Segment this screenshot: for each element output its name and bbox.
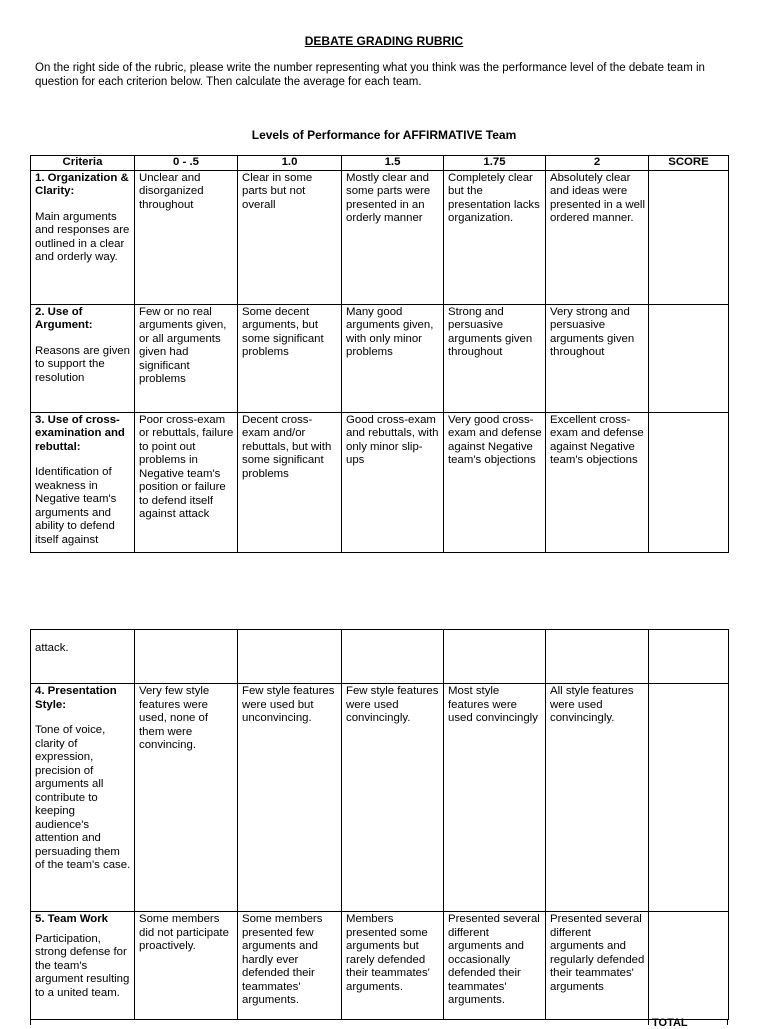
header-level-0-5: 0 - .5 — [135, 156, 238, 171]
level-cell: All style features were used convincingly. — [546, 684, 649, 912]
criterion-description-continued: attack. — [35, 642, 69, 654]
criterion-title: 1. Organization & Clarity: — [35, 171, 129, 197]
level-cell — [238, 630, 342, 684]
score-cell[interactable] — [649, 684, 729, 912]
level-cell: Excellent cross-exam and defense against Negative team's objections — [546, 412, 649, 552]
table-row — [31, 912, 729, 1020]
table-subtitle: Levels of Performance for AFFIRMATIVE Team — [251, 128, 517, 142]
header-level-2: 2 — [546, 156, 649, 171]
level-cell: Presented several different arguments and occasionally defended their teammates' arguments. — [444, 912, 546, 1020]
level-cell: Few style features were used convincingly. — [342, 684, 444, 912]
criteria-cell — [31, 630, 135, 684]
score-cell[interactable] — [649, 912, 729, 1020]
criterion-title: 3. Use of cross-examination and rebuttal: — [35, 413, 125, 453]
level-cell: Most style features were used convincingly — [444, 684, 546, 912]
criteria-cell — [31, 912, 135, 1020]
level-cell: Very few style features were used, none of them were convincing. — [135, 684, 238, 912]
rubric-table-page-1 — [30, 155, 729, 553]
level-cell: Clear in some parts but not overall — [238, 170, 342, 304]
document-title: DEBATE GRADING RUBRIC — [304, 34, 464, 48]
level-cell: Very strong and persuasive arguments given throughout — [546, 304, 649, 412]
level-cell: Some members did not participate proactively. — [135, 912, 238, 1020]
criterion-description: Tone of voice, clarity of expression, precision of arguments all contribute to keeping audience's attention and persuading them of the team's case. — [35, 724, 131, 871]
score-cell[interactable] — [649, 630, 729, 684]
level-cell — [546, 630, 649, 684]
level-cell: Completely clear but the presentation lacks organization. — [444, 170, 546, 304]
level-cell — [444, 630, 546, 684]
level-cell — [342, 630, 444, 684]
criterion-description: Participation, strong defense for the team's argument resulting to a united team. — [35, 932, 130, 999]
criterion-description: Reasons are given to support the resolution — [35, 344, 130, 384]
criterion-title: 5. Team Work — [35, 913, 109, 925]
header-level-1-5: 1.5 — [342, 156, 444, 171]
score-cell[interactable] — [649, 304, 729, 412]
header-row — [31, 156, 729, 171]
level-cell: Mostly clear and some parts were presented in an orderly manner — [342, 170, 444, 304]
criterion-title: 2. Use of Argument: — [35, 305, 93, 331]
criterion-title: 4. Presentation Style: — [35, 685, 117, 711]
criterion-description: Identification of weakness in Negative team's arguments and ability to defend itself against — [35, 466, 117, 546]
header-criteria: Criteria — [31, 156, 135, 171]
level-cell: Some members presented few arguments and hardly ever defended their teammates' arguments. — [238, 912, 342, 1020]
level-cell: Unclear and disorganized throughout — [135, 170, 238, 304]
level-cell: Absolutely clear and ideas were presented in a well ordered manner. — [546, 170, 649, 304]
table-row — [31, 684, 729, 912]
level-cell: Very good cross-exam and defense against Negative team's objections — [444, 412, 546, 552]
instructions-paragraph: On the right side of the rubric, please write the number representing what you think was the performance level of the debate team in question for each criterion below. Then calculate the average for each team. — [35, 62, 705, 88]
level-cell: Good cross-exam and rebuttals, with only minor slip-ups — [342, 412, 444, 552]
level-cell: Decent cross-exam and/or rebuttals, but with some significant problems — [238, 412, 342, 552]
level-cell: Poor cross-exam or rebuttals, failure to point out problems in Negative team's position or failure to defend itself against attack — [135, 412, 238, 552]
header-level-1-75: 1.75 — [444, 156, 546, 171]
criteria-cell — [31, 412, 135, 552]
table-border — [727, 1019, 728, 1025]
level-cell: Presented several different arguments and regularly defended their teammates' arguments — [546, 912, 649, 1020]
level-cell: Few or no real arguments given, or all arguments given had significant problems — [135, 304, 238, 412]
score-cell[interactable] — [649, 412, 729, 552]
level-cell: Members presented some arguments but rarely defended their teammates' arguments. — [342, 912, 444, 1020]
level-cell: Strong and persuasive arguments given throughout — [444, 304, 546, 412]
rubric-table-page-2 — [30, 629, 729, 1020]
criterion-description: Main arguments and responses are outlined in a clear and orderly way. — [35, 210, 130, 263]
criteria-cell — [31, 684, 135, 912]
header-level-1-0: 1.0 — [238, 156, 342, 171]
criteria-cell — [31, 170, 135, 304]
table-row — [31, 630, 729, 684]
criteria-cell — [31, 304, 135, 412]
table-row — [31, 170, 729, 304]
table-border — [30, 1019, 31, 1025]
table-row — [31, 304, 729, 412]
total-label: TOTAL — [652, 1017, 688, 1029]
level-cell — [135, 630, 238, 684]
level-cell: Some decent arguments, but some significant problems — [238, 304, 342, 412]
level-cell: Many good arguments given, with only minor problems — [342, 304, 444, 412]
score-cell[interactable] — [649, 170, 729, 304]
header-score: SCORE — [649, 156, 729, 171]
level-cell: Few style features were used but unconvincing. — [238, 684, 342, 912]
table-border — [648, 1019, 649, 1025]
table-row — [31, 412, 729, 552]
